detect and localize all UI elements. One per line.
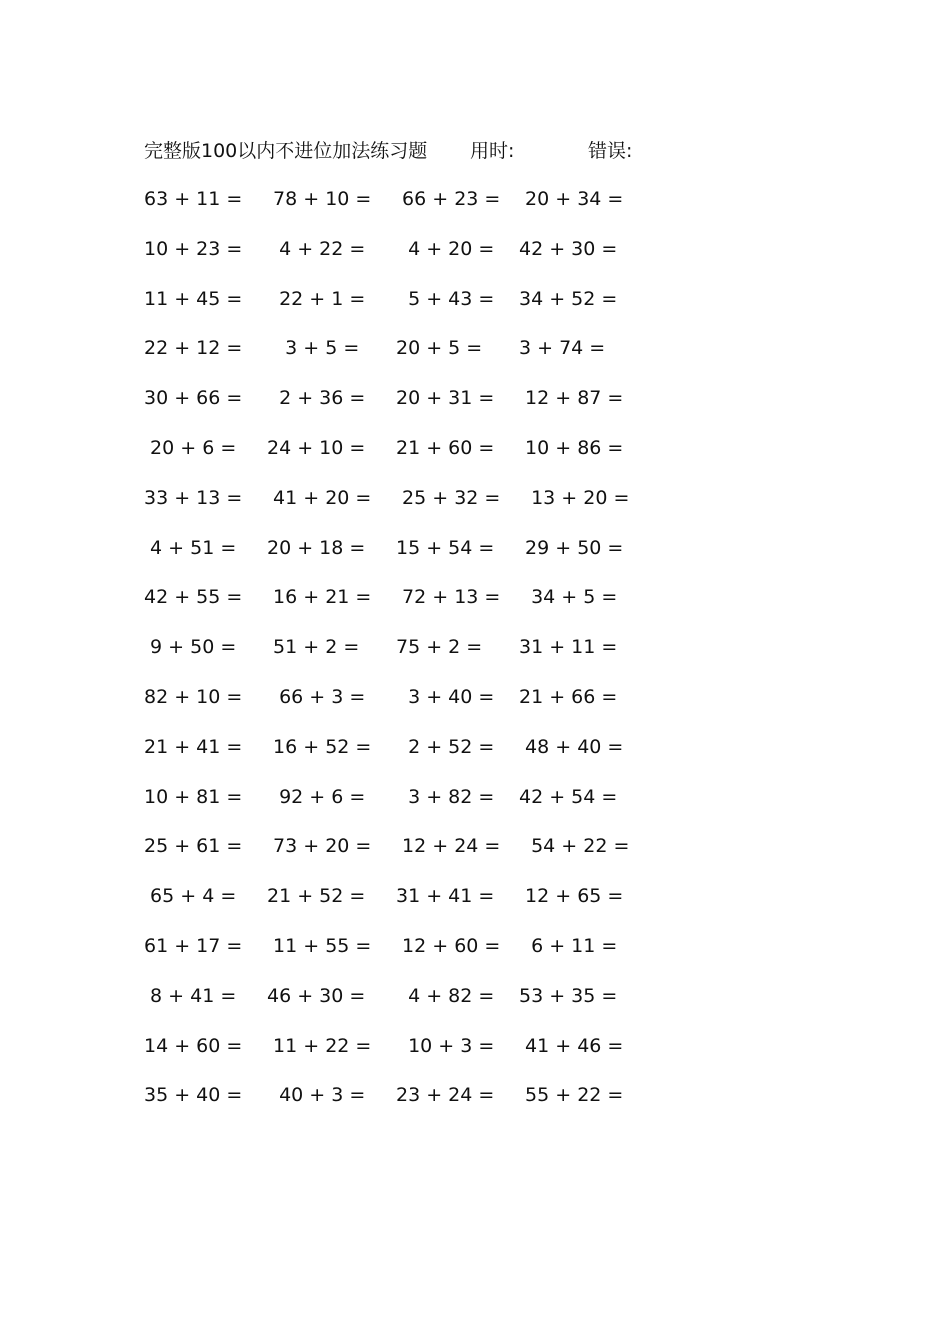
addition-problem: 3 + 40 =	[396, 685, 495, 708]
addition-problem: 10 + 3 =	[396, 1034, 495, 1057]
problem-row	[0, 535, 950, 585]
addition-problem: 21 + 66 =	[519, 685, 618, 708]
addition-problem: 63 + 11 =	[144, 188, 243, 210]
addition-problem: 13 + 20 =	[519, 486, 630, 509]
problem-row	[0, 933, 950, 983]
problem-row	[0, 883, 950, 933]
problem-row	[0, 286, 950, 336]
problem-row	[0, 983, 950, 1033]
addition-problem: 30 + 66 =	[144, 387, 243, 410]
addition-problem: 54 + 22 =	[519, 835, 630, 858]
addition-problem: 33 + 13 =	[144, 486, 243, 509]
addition-problem: 31 + 11 =	[519, 636, 618, 659]
addition-problem: 29 + 50 =	[519, 536, 624, 559]
addition-problem: 41 + 46 =	[519, 1034, 624, 1057]
addition-problem: 8 + 41 =	[144, 984, 237, 1007]
problem-row	[0, 335, 950, 385]
addition-problem: 82 + 10 =	[144, 685, 243, 708]
worksheet-header	[0, 136, 950, 166]
addition-problem: 20 + 18 =	[267, 536, 366, 559]
addition-problem: 4 + 51 =	[144, 536, 237, 559]
addition-problem: 6 + 11 =	[519, 934, 618, 957]
problem-row	[0, 734, 950, 784]
addition-problem: 12 + 87 =	[519, 387, 624, 410]
addition-problem: 16 + 52 =	[267, 735, 372, 758]
problem-row	[0, 236, 950, 286]
problem-row	[0, 435, 950, 485]
time-label: 用时:	[470, 140, 515, 162]
addition-problem: 92 + 6 =	[267, 785, 366, 808]
addition-problem: 73 + 20 =	[267, 835, 372, 858]
problem-row	[0, 385, 950, 435]
addition-problem: 2 + 36 =	[267, 387, 366, 410]
problem-row	[0, 584, 950, 634]
addition-problem: 42 + 55 =	[144, 586, 243, 609]
addition-problem: 78 + 10 =	[267, 188, 372, 210]
error-label: 错误:	[588, 140, 633, 162]
addition-problem: 25 + 61 =	[144, 835, 243, 858]
addition-problem: 20 + 34 =	[519, 188, 624, 210]
addition-problem: 65 + 4 =	[144, 885, 237, 908]
addition-problem: 14 + 60 =	[144, 1034, 243, 1057]
addition-problem: 20 + 31 =	[396, 387, 495, 410]
addition-problem: 15 + 54 =	[396, 536, 495, 559]
addition-problem: 24 + 10 =	[267, 436, 366, 459]
addition-problem: 48 + 40 =	[519, 735, 624, 758]
addition-problem: 9 + 50 =	[144, 636, 237, 659]
problem-row	[0, 1082, 950, 1132]
addition-problem: 53 + 35 =	[519, 984, 618, 1007]
addition-problem: 10 + 23 =	[144, 237, 243, 260]
addition-problem: 3 + 82 =	[396, 785, 495, 808]
addition-problem: 40 + 3 =	[267, 1084, 366, 1107]
problem-row	[0, 485, 950, 535]
addition-problem: 66 + 23 =	[396, 188, 501, 210]
addition-problem: 11 + 22 =	[267, 1034, 372, 1057]
addition-problem: 72 + 13 =	[396, 586, 501, 609]
problem-row	[0, 634, 950, 684]
addition-problem: 11 + 45 =	[144, 287, 243, 310]
addition-problem: 22 + 12 =	[144, 337, 243, 360]
addition-problem: 66 + 3 =	[267, 685, 366, 708]
addition-problem: 12 + 24 =	[396, 835, 501, 858]
addition-problem: 20 + 5 =	[396, 337, 483, 360]
addition-problem: 21 + 60 =	[396, 436, 495, 459]
addition-problem: 4 + 22 =	[267, 237, 366, 260]
addition-problem: 2 + 52 =	[396, 735, 495, 758]
addition-problem: 20 + 6 =	[144, 436, 237, 459]
addition-problem: 4 + 20 =	[396, 237, 495, 260]
addition-problem: 11 + 55 =	[267, 934, 372, 957]
problem-grid	[0, 186, 950, 1132]
addition-problem: 12 + 65 =	[519, 885, 624, 908]
addition-problem: 51 + 2 =	[267, 636, 360, 659]
problem-row	[0, 684, 950, 734]
addition-problem: 41 + 20 =	[267, 486, 372, 509]
addition-problem: 46 + 30 =	[267, 984, 366, 1007]
problem-row	[0, 784, 950, 834]
addition-problem: 35 + 40 =	[144, 1084, 243, 1107]
addition-problem: 22 + 1 =	[267, 287, 366, 310]
worksheet-title: 完整版100以内不进位加法练习题	[144, 140, 428, 162]
addition-problem: 25 + 32 =	[396, 486, 501, 509]
addition-problem: 3 + 74 =	[519, 337, 606, 360]
addition-problem: 10 + 86 =	[519, 436, 624, 459]
problem-row	[0, 186, 950, 236]
problem-row	[0, 833, 950, 883]
addition-problem: 42 + 30 =	[519, 237, 618, 260]
addition-problem: 31 + 41 =	[396, 885, 495, 908]
addition-problem: 3 + 5 =	[267, 337, 360, 360]
addition-problem: 5 + 43 =	[396, 287, 495, 310]
addition-problem: 21 + 52 =	[267, 885, 366, 908]
addition-problem: 4 + 82 =	[396, 984, 495, 1007]
addition-problem: 23 + 24 =	[396, 1084, 495, 1107]
addition-problem: 21 + 41 =	[144, 735, 243, 758]
addition-problem: 75 + 2 =	[396, 636, 483, 659]
addition-problem: 55 + 22 =	[519, 1084, 624, 1107]
problem-row	[0, 1033, 950, 1083]
addition-problem: 42 + 54 =	[519, 785, 618, 808]
addition-problem: 10 + 81 =	[144, 785, 243, 808]
addition-problem: 34 + 52 =	[519, 287, 618, 310]
addition-problem: 61 + 17 =	[144, 934, 243, 957]
addition-problem: 16 + 21 =	[267, 586, 372, 609]
addition-problem: 12 + 60 =	[396, 934, 501, 957]
addition-problem: 34 + 5 =	[519, 586, 618, 609]
